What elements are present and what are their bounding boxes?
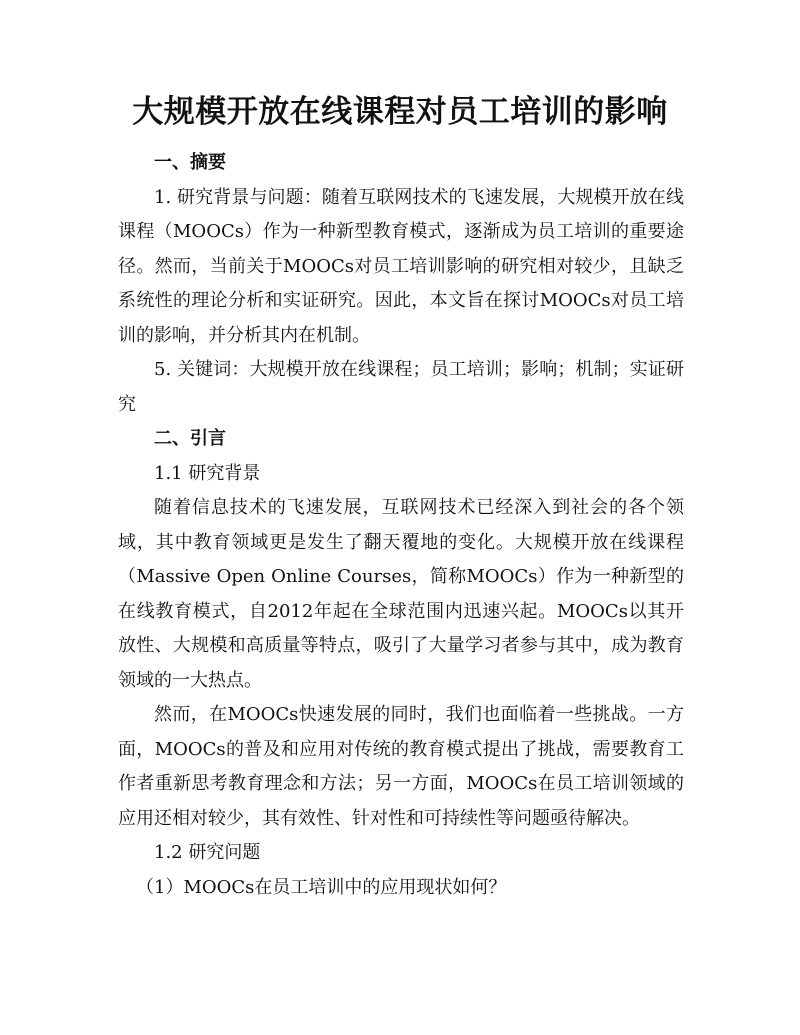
abstract-paragraph-background: 1. 研究背景与问题：随着互联网技术的飞速发展，大规模开放在线课程（MOOCs）作为一种新型教育模式，逐渐成为员工培训的重要途径。然而，当前关于MOOCs对员工培训影响的研究相对较少，且缺乏系统性的理论分析和实证研究。因此，本文旨在探讨MOOCs对员工培训的影响，并分析其内在机制。: [118, 186, 684, 346]
research-question-1: （1）MOOCs在员工培训中的应用现状如何？: [136, 876, 507, 898]
intro-paragraph-1: 随着信息技术的飞速发展，互联网技术已经深入到社会的各个领域，其中教育领域更是发生了翻天覆地的变化。大规模开放在线课程（Massive Open Online Courses，简称MOOCs）作为一种新型的在线教育模式，自2012年起在全球范围内迅速兴起。MOOCs以其开放性、大规模和高质量等特点，吸引了大量学习者参与其中，成为教育领域的一大热点。: [118, 497, 684, 691]
section-heading-abstract: 一、摘要: [154, 152, 226, 173]
document-title: 大规模开放在线课程对员工培训的影响: [132, 94, 668, 130]
document-body: [118, 146, 684, 905]
subheading-research-background: 1.1 研究背景: [154, 462, 261, 484]
abstract-paragraph-keywords: 5. 关键词：大规模开放在线课程；员工培训；影响；机制；实证研究: [118, 359, 684, 415]
intro-paragraph-2: 然而，在MOOCs快速发展的同时，我们也面临着一些挑战。一方面，MOOCs的普及和应用对传统的教育模式提出了挑战，需要教育工作者重新思考教育理念和方法；另一方面，MOOCs在员工培训领域的应用还相对较少，其有效性、针对性和可持续性等问题亟待解决。: [118, 704, 684, 829]
section-heading-introduction: 二、引言: [154, 428, 226, 449]
subheading-research-questions: 1.2 研究问题: [154, 842, 261, 863]
